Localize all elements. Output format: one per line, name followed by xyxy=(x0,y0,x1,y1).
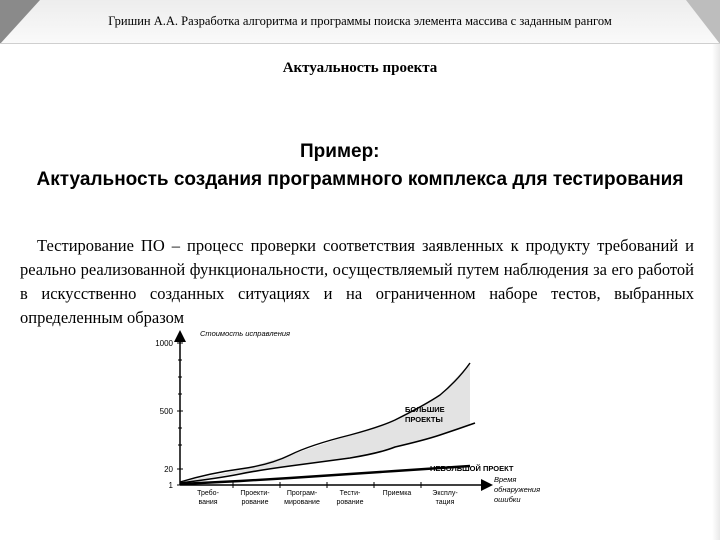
x-tick-label: Требо-вания xyxy=(197,490,219,506)
y-tick-label: 1 xyxy=(168,481,173,490)
header-divider xyxy=(0,43,720,44)
series-label-small: НЕБОЛЬШОЙ ПРОЕКТ xyxy=(430,464,514,473)
slide-header xyxy=(0,0,720,44)
main-heading: Актуальность создания программного комплекса для тестирования xyxy=(36,169,684,190)
right-edge-shade xyxy=(712,44,720,540)
y-tick-label: 20 xyxy=(164,465,173,474)
y-axis-label: Стоимость исправления xyxy=(200,329,291,338)
body-paragraph: Тестирование ПО – процесс проверки соответствия заявленных к продукту требований и реально реализованной функциональности, осуществляемый путем наблюдения за его работой в искусственно созданных ситуациях и на ограниченном наборе тестов, выбранных определенным образом xyxy=(20,236,694,327)
y-tick-label: 1000 xyxy=(155,339,173,348)
x-tick-label: Програм-мирование xyxy=(284,490,320,506)
x-tick-label: Приемка xyxy=(382,490,412,497)
section-title: Актуальность проекта xyxy=(282,60,438,76)
x-axis-label: Время обнаружения ошибки xyxy=(494,475,541,504)
x-tick-label: Тести-рование xyxy=(336,490,364,506)
cost-chart-svg xyxy=(140,325,580,540)
x-tick-label: Проекти-рование xyxy=(240,490,270,506)
example-title: Пример: xyxy=(300,141,380,162)
y-tick-label: 500 xyxy=(159,407,173,416)
author-line: Гришин А.А. Разработка алгоритма и программы поиска элемента массива с заданным рангом xyxy=(108,14,612,28)
series-label-large: БОЛЬШИЕ ПРОЕКТЫ xyxy=(405,405,445,424)
x-tick-label: Эксплу-тация xyxy=(432,490,458,506)
cost-chart xyxy=(140,325,580,540)
